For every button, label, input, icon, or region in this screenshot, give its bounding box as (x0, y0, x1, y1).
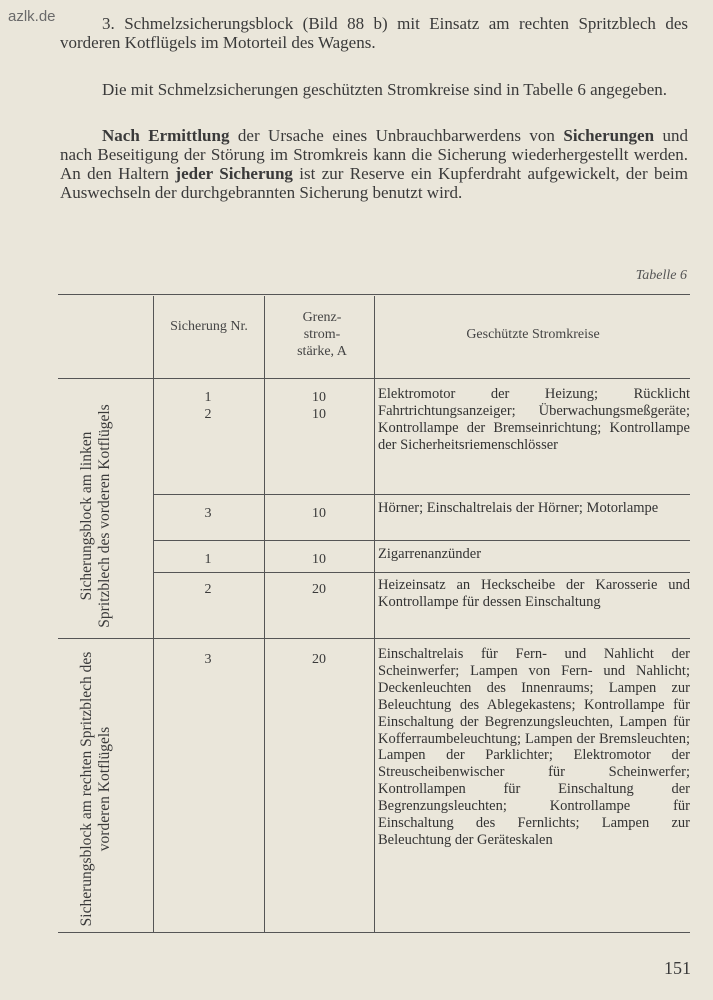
fuse-number: 3 (204, 506, 212, 521)
circuit-description: Elektromotor der Heizung; Rücklicht Fahrtrichtungsanzeiger; Überwachungsmeßgeräte; Kontrollampe der Bremseinrichtung; Kontrollampe der Sicherheitsriemenschlösser (378, 386, 690, 453)
row-rule (154, 540, 690, 541)
circuit-description: Zigarrenanzünder (378, 546, 482, 562)
header-protected-circuits: Geschützte Stromkreise (466, 327, 600, 342)
group-label-right-block: Sicherungsblock am rechten Spritzblech des vorderen Kotflügels (78, 651, 113, 927)
current-rating: 10 (312, 552, 326, 567)
column-rule (264, 296, 265, 932)
paragraph-3 (60, 126, 688, 202)
fuse-number: 1 2 (204, 390, 212, 422)
row-rule (154, 572, 690, 573)
group-label-left-block: Sicherungsblock am linken Spritzblech des vorderen Kotflügels (78, 404, 113, 628)
fuse-number: 2 (204, 582, 212, 597)
paragraph-text: der Ursache eines Unbrauchbarwerdens von (229, 126, 564, 145)
table-bottom-rule (58, 932, 690, 933)
page-number: 151 (664, 958, 691, 978)
bold-phrase: Nach Ermittlung (102, 126, 230, 145)
fuse-number: 3 (204, 652, 212, 667)
column-rule (153, 296, 154, 932)
table-top-rule (58, 294, 690, 295)
paragraph-1: 3. Schmelzsicherungsblock (Bild 88 b) mit Einsatz am rechten Spritzblech des vorderen Kotflügels im Motorteil des Wagens. (60, 14, 688, 52)
header-fuse-number: Sicherung Nr. (170, 319, 248, 334)
row-rule (154, 494, 690, 495)
bold-phrase: Sicherungen (563, 126, 655, 145)
fuse-number: 1 (204, 552, 212, 567)
circuit-description: Heizeinsatz an Heckscheibe der Karosserie und Kontrollampe für dessen Einschaltung (378, 577, 690, 610)
table-caption: Tabelle 6 (635, 268, 687, 283)
watermark: azlk.de (8, 8, 56, 25)
column-rule (374, 296, 375, 932)
paragraph-text: ist zur Reserve ein Kupferdraht aufgewickelt, der beim Auswechseln der durchgebrannten Sicherung benutzt wird. (60, 164, 688, 202)
current-rating: 20 (312, 652, 326, 667)
circuit-description: Hörner; Einschaltrelais der Hörner; Motorlampe (378, 500, 659, 516)
current-rating: 20 (312, 582, 326, 597)
current-rating: 10 (312, 506, 326, 521)
paragraph-2: Die mit Schmelzsicherungen geschützten Stromkreise sind in Tabelle 6 angegeben. (102, 80, 668, 99)
current-rating: 10 10 (312, 390, 326, 422)
header-current-rating: Grenz- strom- stärke, A (297, 310, 347, 359)
circuit-description: Einschaltrelais für Fern- und Nahlicht der Scheinwerfer; Lampen von Fern- und Nahlicht; Deckenleuchten des Innenraums; Lampen zur Beleuchtung des Ablegekastens; Kontrollampe für Einschaltung der Begrenzungsleuchten, Lampen für Kofferraumbeleuchtung; Lampen der Bremsleuchten; Lampen der Parklichter; Elektromotor der Streuscheibenwischer für Scheinwerfer; Kontrollampen für Einschaltung der Begrenzungsleuchten; Kontrollampe für Einschaltung des Fernlichts; Lampen zur Beleuchtung der Geräteskalen (378, 646, 690, 848)
paragraph-text: und nach Beseitigung der Störung im Stromkreis kann die Sicherung wiederhergestellt werden. An den Haltern (60, 126, 688, 183)
bold-phrase: jeder Sicherung (175, 164, 293, 183)
